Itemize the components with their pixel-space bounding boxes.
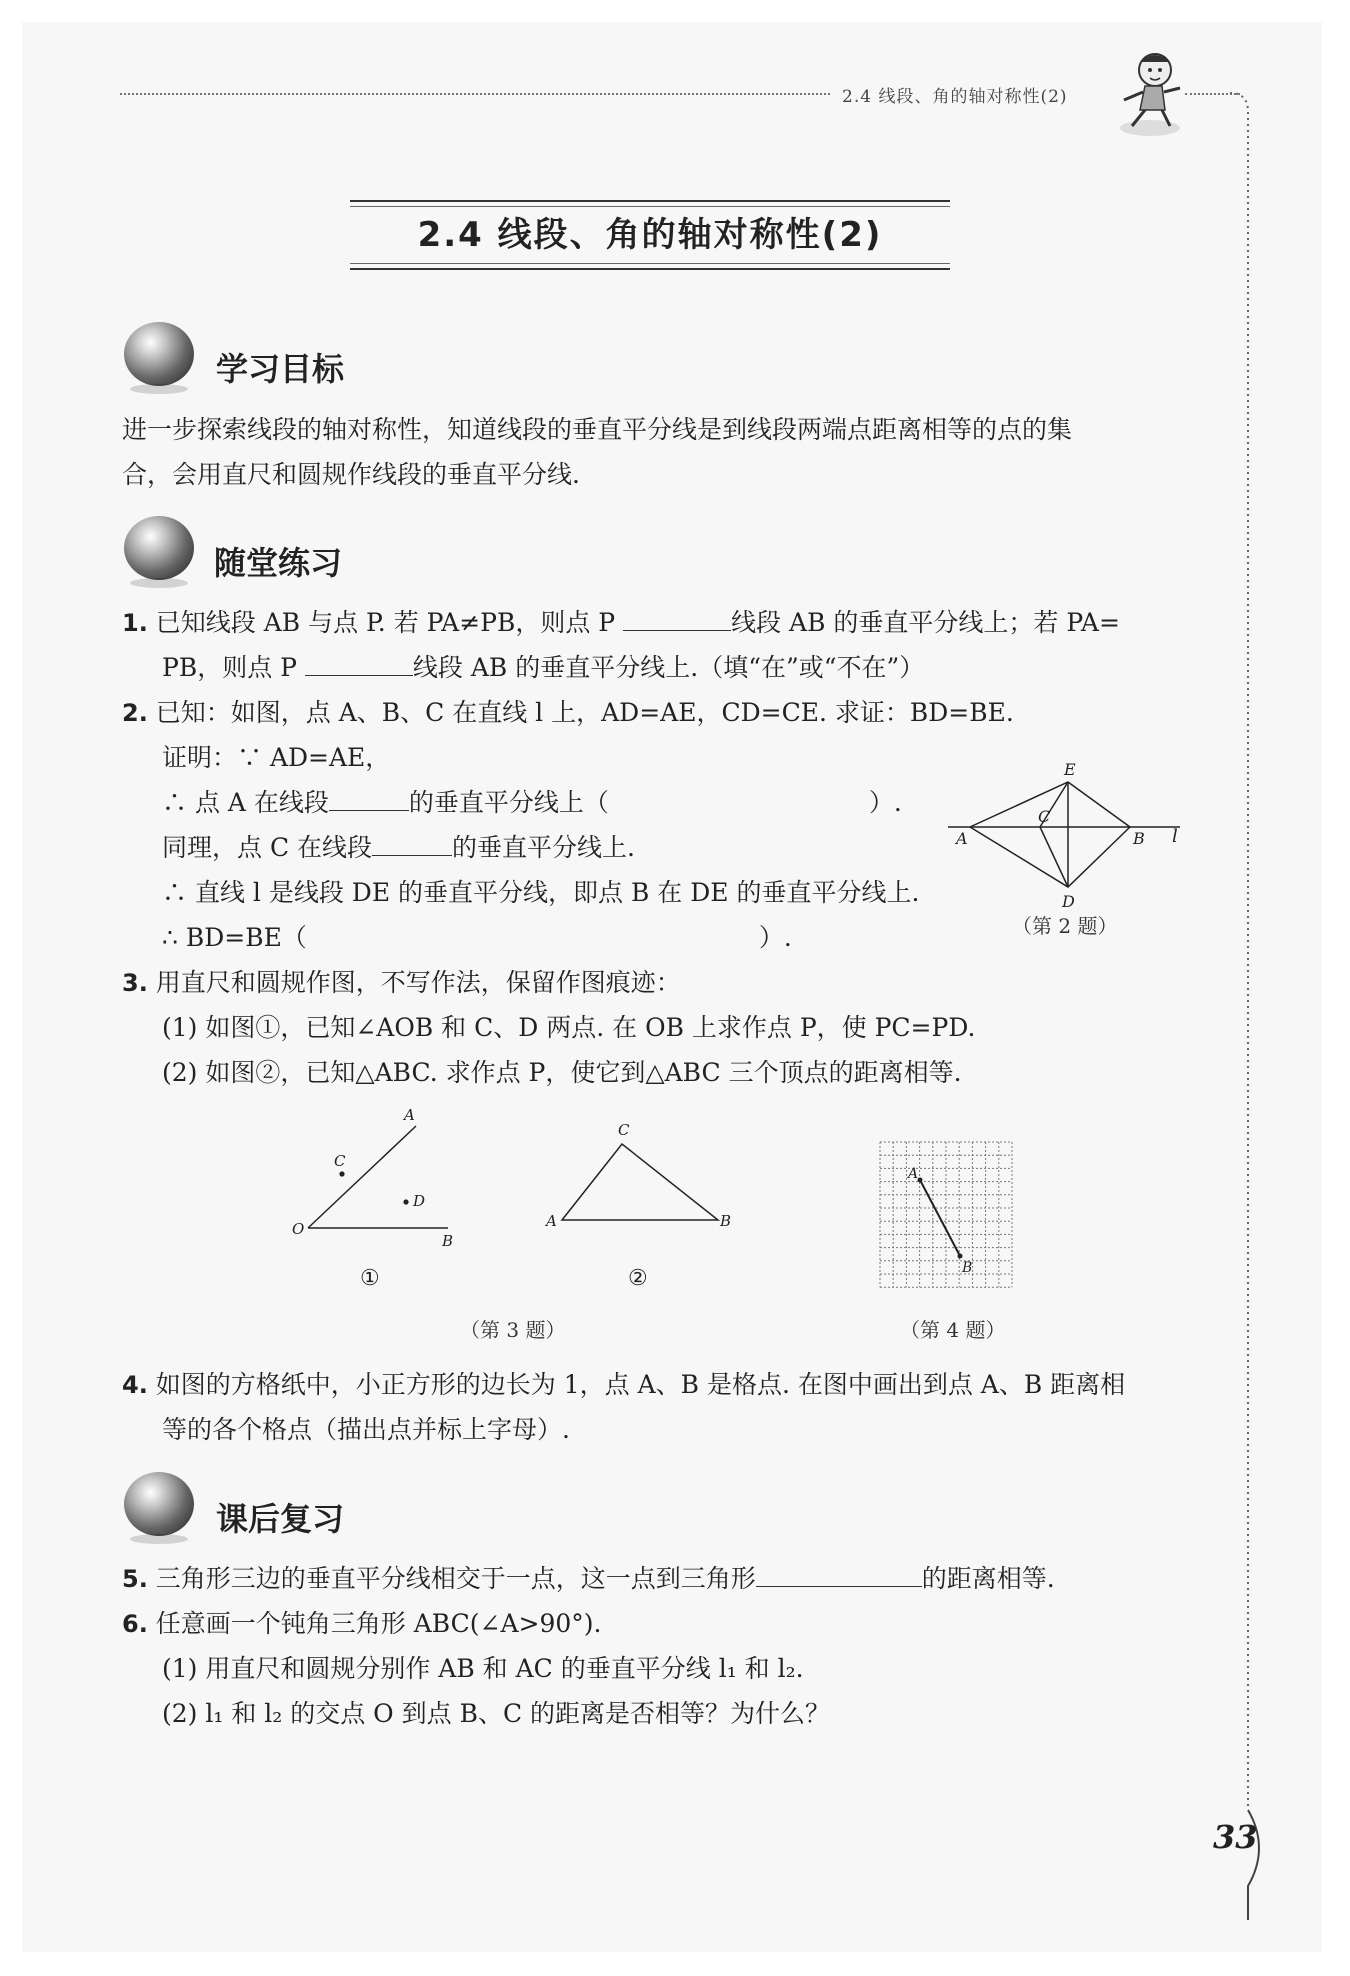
globe-icon: [124, 1472, 194, 1536]
question-4-number: 4.: [122, 1371, 148, 1399]
section-heading-practice: 随堂练习: [214, 544, 343, 582]
proof-text: ∴ 点 A 在线段: [162, 788, 329, 817]
answer-blank[interactable]: [623, 604, 731, 631]
proof-text: 同理，点 C 在线段: [162, 833, 373, 862]
label-B: B: [1133, 829, 1145, 848]
label-B: B: [962, 1260, 973, 1276]
question-2-text: 已知：如图，点 A、B、C 在直线 l 上，AD=AE，CD=CE. 求证：BD=BE.: [155, 698, 1014, 727]
chapter-title: 2.4 线段、角的轴对称性(2): [417, 215, 883, 255]
question-3-figure-1: [280, 1100, 460, 1250]
question-2-proof-line-2: [162, 780, 902, 825]
label-D: D: [1062, 892, 1075, 911]
label-B: B: [720, 1212, 732, 1230]
label-A: A: [956, 829, 968, 848]
figure-3-caption: （第 3 题）: [460, 1318, 566, 1342]
question-1-text-b: 线段 AB 的垂直平分线上；若 PA=: [731, 608, 1120, 637]
question-6-number: 6.: [122, 1610, 148, 1638]
section-heading-goals: 学习目标: [216, 350, 345, 388]
label-l: l: [1172, 826, 1178, 847]
question-2-proof-line-4: ∴ 直线 l 是线段 DE 的垂直平分线，即点 B 在 DE 的垂直平分线上.: [162, 878, 920, 907]
question-1-line-1: [122, 600, 1120, 646]
cartoon-boy-icon: [1110, 48, 1190, 138]
question-1-text-c: PB，则点 P: [162, 653, 305, 682]
question-3-figure-2: [540, 1120, 740, 1240]
proof-text: ）.: [758, 923, 792, 952]
proof-text: 的垂直平分线上（: [408, 788, 609, 817]
question-6-part-2: (2) l₁ 和 l₂ 的交点 O 到点 B、C 的距离是否相等？为什么？: [162, 1699, 831, 1728]
header-dotted-rule-left: [120, 93, 830, 95]
question-3-number: 3.: [122, 969, 148, 997]
question-5-text-a: 三角形三边的垂直平分线相交于一点，这一点到三角形: [155, 1564, 756, 1593]
goals-text-line-1: 进一步探索线段的轴对称性，知道线段的垂直平分线是到线段两端点距离相等的点的集: [122, 415, 1073, 444]
question-3-part-1: (1) 如图①，已知∠AOB 和 C、D 两点. 在 OB 上求作点 P，使 PC=PD.: [162, 1013, 976, 1042]
chapter-title-box: [350, 200, 950, 270]
label-B: B: [442, 1232, 454, 1250]
label-O: O: [292, 1220, 305, 1238]
question-1-line-2: [162, 645, 924, 690]
question-2-line-1: [122, 690, 1014, 736]
question-2-proof-line-5: [162, 915, 792, 960]
page-number: 33: [1213, 1818, 1258, 1856]
answer-blank[interactable]: [305, 649, 413, 676]
answer-blank[interactable]: [756, 1560, 922, 1587]
question-1-number: 1.: [122, 609, 148, 637]
label-A: A: [404, 1106, 415, 1124]
question-4-grid-figure: [878, 1140, 1018, 1300]
question-5-number: 5.: [122, 1565, 148, 1593]
label-A: A: [546, 1212, 557, 1230]
running-header: 2.4 线段、角的轴对称性(2): [842, 87, 1068, 107]
question-5-text-b: 的距离相等.: [921, 1564, 1055, 1593]
question-6-text: 任意画一个钝角三角形 ABC(∠A>90°).: [155, 1609, 602, 1638]
globe-icon: [124, 516, 194, 580]
question-6-part-1: (1) 用直尺和圆规分别作 AB 和 AC 的垂直平分线 l₁ 和 l₂.: [162, 1654, 804, 1683]
question-3-line-1: [122, 960, 681, 1006]
figure-mark-2: ②: [628, 1266, 648, 1291]
figure-2-caption: （第 2 题）: [1012, 914, 1118, 938]
proof-text: ）.: [868, 788, 902, 817]
question-4-text: 如图的方格纸中，小正方形的边长为 1，点 A、B 是格点. 在图中画出到点 A、B 距离相: [155, 1370, 1126, 1399]
question-3-text: 用直尺和圆规作图，不写作法，保留作图痕迹：: [155, 968, 681, 997]
answer-blank[interactable]: [372, 829, 452, 856]
question-5-line: [122, 1556, 1055, 1602]
proof-text: ∴ BD=BE（: [162, 923, 307, 952]
section-heading-review: 课后复习: [216, 1500, 345, 1538]
label-D: D: [413, 1192, 426, 1210]
question-2-proof-line-3: [162, 825, 635, 870]
reason-blank[interactable]: [307, 920, 759, 946]
question-6-line-1: [122, 1601, 601, 1647]
figure-4-caption: （第 4 题）: [900, 1318, 1006, 1342]
label-C: C: [334, 1152, 346, 1170]
question-4-line-2: 等的各个格点（描出点并标上字母）.: [162, 1415, 570, 1444]
label-E: E: [1064, 760, 1076, 779]
sphere-icon: [124, 322, 194, 386]
label-C: C: [1038, 807, 1051, 826]
answer-blank[interactable]: [329, 784, 409, 811]
question-3-part-2: (2) 如图②，已知△ABC. 求作点 P，使它到△ABC 三个顶点的距离相等.: [162, 1058, 962, 1087]
question-1-text-a: 已知线段 AB 与点 P. 若 PA≠PB，则点 P: [155, 608, 624, 637]
figure-mark-1: ①: [360, 1266, 380, 1291]
label-A: A: [908, 1166, 919, 1182]
proof-text: 的垂直平分线上.: [452, 833, 635, 862]
goals-text-line-2: 合，会用直尺和圆规作线段的垂直平分线.: [122, 460, 580, 489]
question-4-line-1: [122, 1362, 1125, 1408]
reason-blank[interactable]: [609, 785, 869, 811]
question-1-text-d: 线段 AB 的垂直平分线上.（填“在”或“不在”）: [412, 653, 925, 682]
right-margin-dotted-border: [1230, 90, 1290, 1920]
label-C: C: [618, 1121, 630, 1139]
question-2-proof-line-1: 证明：∵ AD=AE，: [162, 743, 391, 772]
question-2-number: 2.: [122, 699, 148, 727]
